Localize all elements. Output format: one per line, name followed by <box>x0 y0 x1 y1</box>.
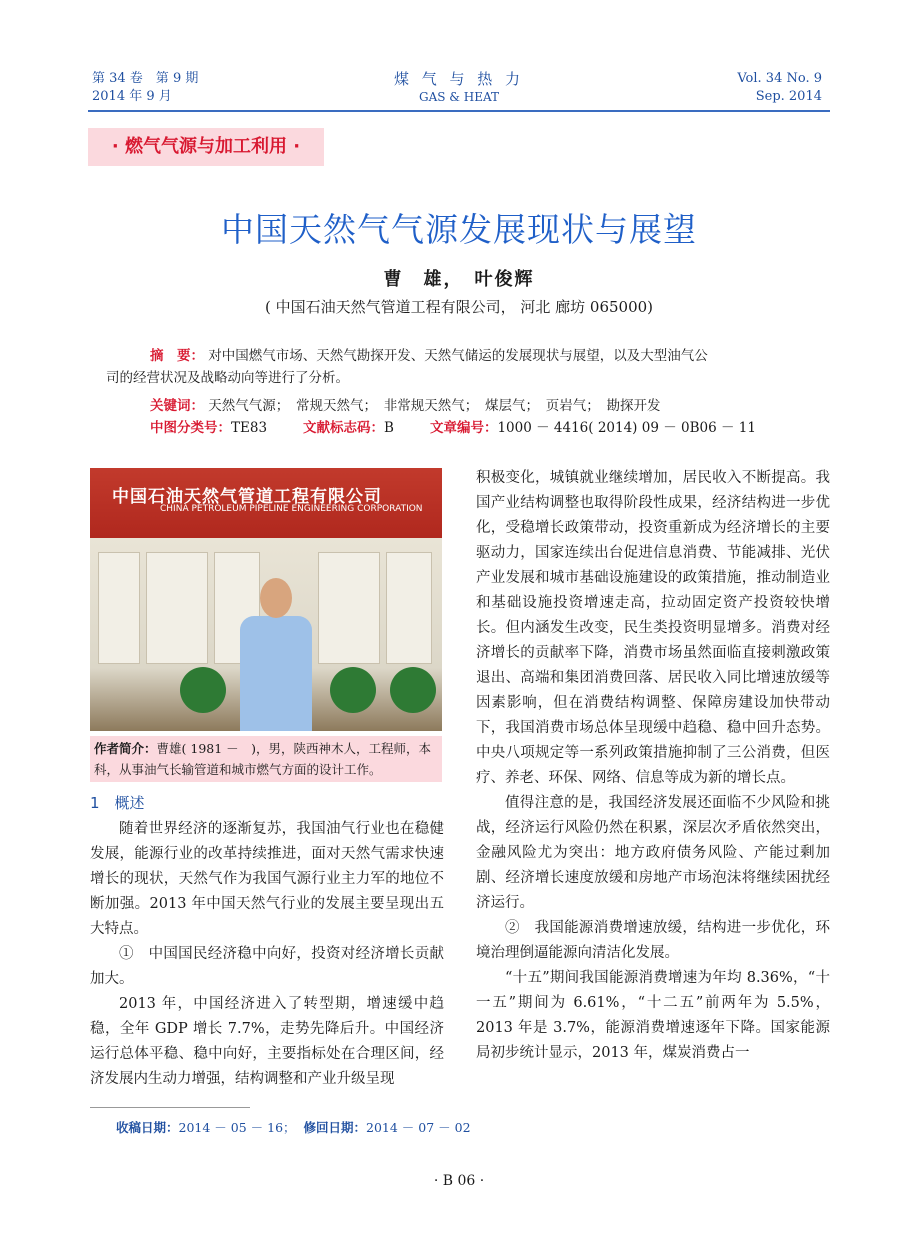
received-date: 2014 － 05 － 16； <box>178 1120 296 1135</box>
keywords-label: 关键词： <box>150 398 204 414</box>
clc-value: TE83 <box>231 420 268 436</box>
company-sign-en: CHINA PETROLEUM PIPELINE ENGINEERING CORPORATION <box>160 504 423 514</box>
author-bio <box>90 736 442 782</box>
header-divider <box>88 110 830 112</box>
right-column <box>476 466 830 1066</box>
calligraphy-scroll <box>98 552 140 664</box>
article-title: 中国天然气气源发展现状与展望 <box>221 210 697 249</box>
left-column <box>90 817 444 1092</box>
footnote-divider <box>90 1107 250 1108</box>
paragraph: 2013 年，中国经济进入了转型期，增速缓中趋稳，全年 GDP 增长 7.7%，走势先降后升。中国经济运行总体平稳、稳中向好，主要指标处在合理区间，经济发展内生动力增强，结构调整和产业升级呈现 <box>90 996 444 1087</box>
clc-label: 中图分类号： <box>150 420 231 436</box>
keywords <box>150 395 810 417</box>
affiliation: ( 中国石油天然气管道工程有限公司， 河北 廊坊 065000) <box>264 298 654 316</box>
paragraph: 积极变化，城镇就业继续增加，居民收入不断提高。我国产业结构调整也取得阶段性成果，经济结构进一步优化，受稳增长政策带动，投资重新成为经济增长的主要驱动力，国家连续出台促进信息消费、节能减排、光伏产业发展和城市基础设施建设的政策措施，推动制造业和基础设施投资增速走高，拉动固定资产投资较快增长。但内涵发生改变，民生类投资明显增多。消费对经济增长的贡献率下降，消费市场虽然面临直接刺激政策退出、高端和集团消费回落、居民收入同比增速放缓等因素影响，但在消费结构调整、保障房建设加快带动下，我国消费市场总体呈现缓中趋稳、稳中回升态势。中央八项规定等一系列政策措施抑制了三公消费，但医疗、养老、环保、网络、信息等成为新的增长点。 <box>476 470 830 786</box>
author-bio-label: 作者简介： <box>94 741 157 756</box>
journal-title-en: GAS & HEAT <box>418 90 500 104</box>
page-number: · B 06 · <box>433 1173 485 1189</box>
revised-date: 2014 － 07 － 02 <box>366 1120 471 1135</box>
potted-plant <box>330 667 376 713</box>
journal-volume-info-en <box>737 70 822 106</box>
publication-date: 2014 年 9 月 <box>92 89 172 104</box>
potted-plant <box>180 667 226 713</box>
author-figure <box>240 578 312 731</box>
volume-issue: 第 34 卷 第 9 期 <box>92 71 199 86</box>
authors: 曹 雄， 叶俊辉 <box>383 269 535 290</box>
paragraph: 随着世界经济的逐渐复苏，我国油气行业也在稳健发展，能源行业的改革持续推进，面对天然气需求快速增长的现状，天然气作为我国气源行业主力军的地位不断加强。2013 年中国天然气行业的发展主要呈现出五大特点。 <box>90 821 444 937</box>
doc-code-value: B <box>384 420 394 436</box>
journal-title-cn: 煤 气 与 热 力 <box>393 70 525 88</box>
received-label: 收稿日期： <box>116 1120 179 1135</box>
paragraph: ② 我国能源消费增速放缓，结构进一步优化，环境治理倒逼能源向清洁化发展。 <box>476 920 830 961</box>
abstract <box>150 345 810 367</box>
abstract-label: 摘 要： <box>150 348 204 364</box>
author-photo <box>90 468 442 731</box>
abstract-text-line2: 司的经营状况及战略动向等进行了分析。 <box>106 370 349 386</box>
volume-issue-en: Vol. 34 No. 9 <box>737 71 822 86</box>
section-heading: 1 概述 <box>90 794 145 812</box>
paragraph: 值得注意的是，我国经济发展还面临不少风险和挑战，经济运行风险仍然在积累，深层次矛盾依然突出，金融风险尤为突出：地方政府债务风险、产能过剩加剧、经济增长速度放缓和房地产市场泡沫将继续困扰经济运行。 <box>476 795 830 911</box>
revised-label: 修回日期： <box>303 1120 367 1135</box>
section-tag: · 燃气气源与加工利用 · <box>88 128 324 166</box>
paragraph: ① 中国国民经济稳中向好，投资对经济增长贡献加大。 <box>90 946 444 987</box>
company-sign-cn: 中国石油天然气管道工程有限公司 <box>112 487 382 507</box>
received-dates <box>116 1118 471 1136</box>
doc-code-label: 文献标志码： <box>303 420 385 436</box>
calligraphy-scroll <box>386 552 432 664</box>
author-bio-text: 曹雄( 1981 － )，男，陕西神木人，工程师，本科，从事油气长输管道和城市燃气方面的设计工作。 <box>94 741 432 777</box>
article-no-label: 文章编号： <box>429 420 498 436</box>
classification-line <box>150 417 810 439</box>
article-no-value: 1000 － 4416( 2014) 09 － 0B06 － 11 <box>497 420 756 436</box>
abstract-text-line1: 对中国燃气市场、天然气勘探开发、天然气储运的发展现状与展望，以及大型油气公 <box>208 348 708 364</box>
potted-plant <box>390 667 436 713</box>
calligraphy-scroll <box>146 552 208 664</box>
keywords-text: 天然气气源； 常规天然气； 非常规天然气； 煤层气； 页岩气； 勘探开发 <box>208 398 661 414</box>
publication-date-en: Sep. 2014 <box>755 89 822 104</box>
calligraphy-scroll <box>318 552 380 664</box>
paragraph: “十五”期间我国能源消费增速为年均 8.36%，“十一五”期间为 6.61%，“十二五”前两年为 5.5%，2013 年是 3.7%，能源消费增速逐年下降。国家能源局初步统计显示，2013 年，煤炭消费占一 <box>476 970 830 1061</box>
